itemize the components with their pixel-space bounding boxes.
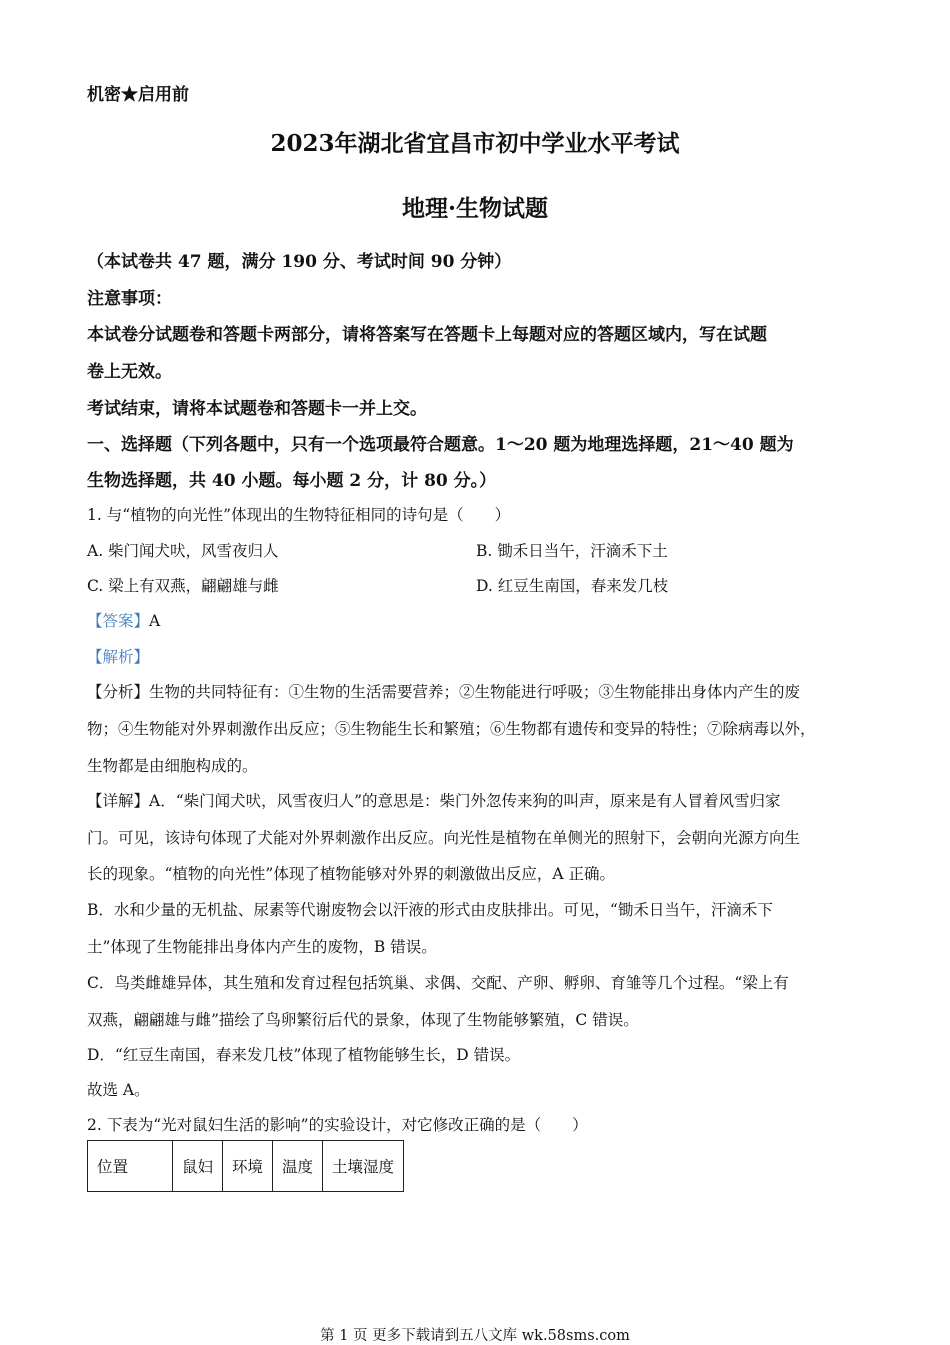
answer-value: A (149, 612, 161, 630)
exam-title: 2023年湖北省宜昌市初中学业水平考试 (270, 130, 680, 157)
notice-line-2: 卷上无效。 (87, 362, 172, 382)
xiangjie-line-4: B．水和少量的无机盐、尿素等代谢废物会以汗液的形式由皮肤排出。可见，“锄禾日当午，汗滴禾下 (87, 901, 773, 919)
notice-line-3: 考试结束，请将本试题卷和答题卡一并上交。 (87, 399, 427, 419)
xiangjie-line-8: D．“红豆生南国，春来发几枝”体现了植物能够生长，D 错误。 (87, 1046, 521, 1064)
q1-stem: 1. 与“植物的向光性”体现出的生物特征相同的诗句是（ ） (87, 506, 511, 524)
table-row (88, 1141, 404, 1192)
q1-option-d: D. 红豆生南国，春来发几枝 (476, 577, 669, 595)
xiangjie-line-1 (87, 789, 781, 811)
notice-label: 注意事项： (87, 289, 172, 309)
q1-answer (87, 609, 160, 631)
q2-table (87, 1140, 404, 1192)
xiangjie-line-7: 双燕，翩翩雄与雌”描绘了鸟卵繁衍后代的景象，体现了生物能够繁殖，C 错误。 (87, 1011, 639, 1029)
page-footer: 第 1 页 更多下载请到五八文库 wk.58sms.com (320, 1328, 630, 1344)
notice-line-1: 本试卷分试题卷和答题卡两部分，请将答案写在答题卡上每题对应的答题区域内，写在试题 (87, 325, 767, 345)
fenxi-line-3: 生物都是由细胞构成的。 (87, 757, 258, 775)
xiangjie-line-5: 土”体现了生物能排出身体内产生的废物，B 错误。 (87, 938, 437, 956)
exam-subtitle: 地理·生物试题 (401, 195, 548, 222)
table-header-cell: 位置 (88, 1141, 173, 1192)
xiangjie-line-6: C．鸟类雌雄异体，其生殖和发育过程包括筑巢、求偶、交配、产卵、孵卵、育雏等几个过程。“梁上有 (87, 974, 789, 992)
section-heading-1: 一、选择题（下列各题中，只有一个选项最符合题意。1～20 题为地理选择题，21～40 题为 (87, 435, 794, 455)
exam-summary: （本试卷共 47 题，满分 190 分、考试时间 90 分钟） (87, 252, 512, 272)
q1-option-a: A. 柴门闻犬吠，风雪夜归人 (87, 542, 279, 560)
xiangjie-line-3: 长的现象。“植物的向光性”体现了植物能够对外界的刺激做出反应，A 正确。 (87, 865, 615, 883)
analysis-label: 【解析】 (87, 648, 150, 666)
fenxi-line-2: 物；④生物能对外界刺激作出反应；⑤生物能生长和繁殖；⑥生物都有遗传和变异的特性；⑦除病毒以外， (87, 720, 816, 738)
xiangjie-line-2: 门。可见，该诗句体现了犬能对外界刺激作出反应。向光性是植物在单侧光的照射下，会朝向光源方向生 (87, 829, 801, 847)
q2-stem: 2. 下表为“光对鼠妇生活的影响”的实验设计，对它修改正确的是（ ） (87, 1116, 588, 1134)
q1-conclusion: 故选 A。 (87, 1081, 150, 1099)
q1-option-b: B. 锄禾日当午，汗滴禾下土 (476, 542, 668, 560)
xiangjie-label: 【详解】 (87, 792, 150, 810)
secret-label: 机密★启用前 (87, 85, 189, 105)
table-header-cell: 环境 (223, 1141, 273, 1192)
fenxi-line-1 (87, 680, 800, 702)
table-header-cell: 温度 (273, 1141, 323, 1192)
xiangjie-text-1: A．“柴门闻犬吠，风雪夜归人”的意思是：柴门外忽传来狗的叫声，原来是有人冒着风雪归家 (149, 792, 781, 810)
fenxi-label: 【分析】 (87, 683, 150, 701)
table-header-cell: 土壤湿度 (323, 1141, 404, 1192)
fenxi-text-1: 生物的共同特征有：①生物的生活需要营养；②生物能进行呼吸；③生物能排出身体内产生的废 (149, 683, 801, 701)
answer-label: 【答案】 (87, 612, 150, 630)
table-header-cell: 鼠妇 (173, 1141, 223, 1192)
section-heading-2: 生物选择题，共 40 小题。每小题 2 分，计 80 分。） (87, 471, 497, 491)
q1-option-c: C. 梁上有双燕，翩翩雄与雌 (87, 577, 279, 595)
